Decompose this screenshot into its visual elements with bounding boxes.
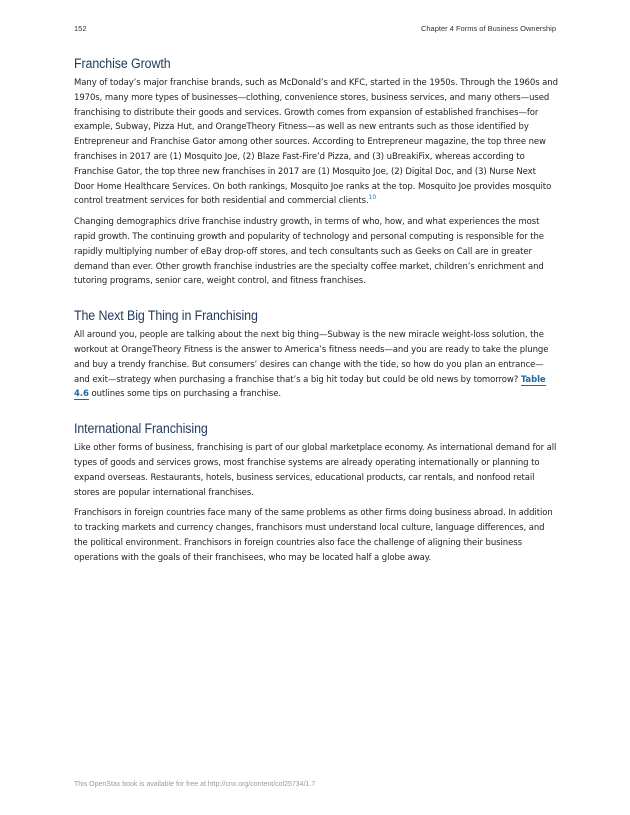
footnote-reference[interactable]: 10 [368,194,377,202]
paragraph [74,76,558,209]
paragraph: Changing demographics drive franchise industry growth, in terms of who, how, and what experiences the most rapid growth. The continuing growth and popularity of technology and personal computing is responsible for the rapidly multiplying number of eBay drop-off stores, and tech consultants such as Geeks on Call are in greater demand than ever. Other growth franchise industries are the specialty coffee market, children’s enrichment and tutoring programs, senior care, weight control, and fitness franchises. [74,217,544,287]
paragraph [74,328,558,402]
page-footer: This OpenStax book is available for free at http://cnx.org/content/col25734/1.7 [74,781,316,788]
paragraph: Franchisors in foreign countries face many of the same problems as other firms doing business abroad. In addition to tracking markets and currency changes, franchisors must understand local culture, language differences, and the political environment. Franchisors in foreign countries also face the challenge of aligning their business operations with the goals of their franchisees, who may be located half a globe away. [74,508,553,563]
paragraph: Like other forms of business, franchising is part of our global marketplace economy. As international demand for all types of goods and services grows, most franchise systems are already operating internationally or planning to expand overseas. Restaurants, hotels, business services, educational products, car rentals, and nonfood retail stores are popular international franchises. [74,443,557,498]
paragraph-text: Many of today’s major franchise brands, such as McDonald’s and KFC, started in the 1950s. Through the 1960s and 1970s, many more types of businesses—clothing, convenience stores, business services, and many others—used franchising to distribute their goods and services. Growth comes from expansion of established franchises—for example, Subway, Pizza Hut, and OrangeTheory Fitness—as well as new entrants such as those identified by Entrepreneur and Franchise Gator among other sources. According to Entrepreneur magazine, the top three new franchises in 2017 are (1) Mosquito Joe, (2) Blaze Fast-Fire’d Pizza, and (3) uBreakiFix, whereas according to Franchise Gator, the top three new franchises in 2017 are (1) Mosquito Joe, (2) Digital Doc, and (3) Nurse Next Door Home Healthcare Services. On both rankings, Mosquito Joe ranks at the top. Mosquito Joe provides mosquito control treatment services for both residential and commercial clients. [74,78,558,207]
section-heading: The Next Big Thing in Franchising [74,308,258,324]
page-content [74,56,558,585]
table-link[interactable]: Table 4.6 [74,374,546,400]
section-franchise-growth [74,56,558,289]
section-international-franchising [74,421,558,565]
page-number: 152 [74,24,87,33]
page-header [74,24,556,33]
section-heading: Franchise Growth [74,56,171,71]
chapter-title: Chapter 4 Forms of Business Ownership [420,24,556,33]
paragraph-text: outlines some tips on purchasing a franchise. [91,389,282,400]
section-next-big-thing [74,308,558,402]
paragraph-text: All around you, people are talking about the next big thing—Subway is the new miracle weight-loss solution, the workout at OrangeTheory Fitness is the answer to America’s fitness needs—and you are ready to take the plunge and buy a trendy franchise. But consumers’ desires can change with the tide, so how do you plan an entrance—and exit—strategy when purchasing a franchise that’s a big hit today but could be old news by tomorrow? [74,330,549,385]
section-heading: International Franchising [74,421,208,437]
